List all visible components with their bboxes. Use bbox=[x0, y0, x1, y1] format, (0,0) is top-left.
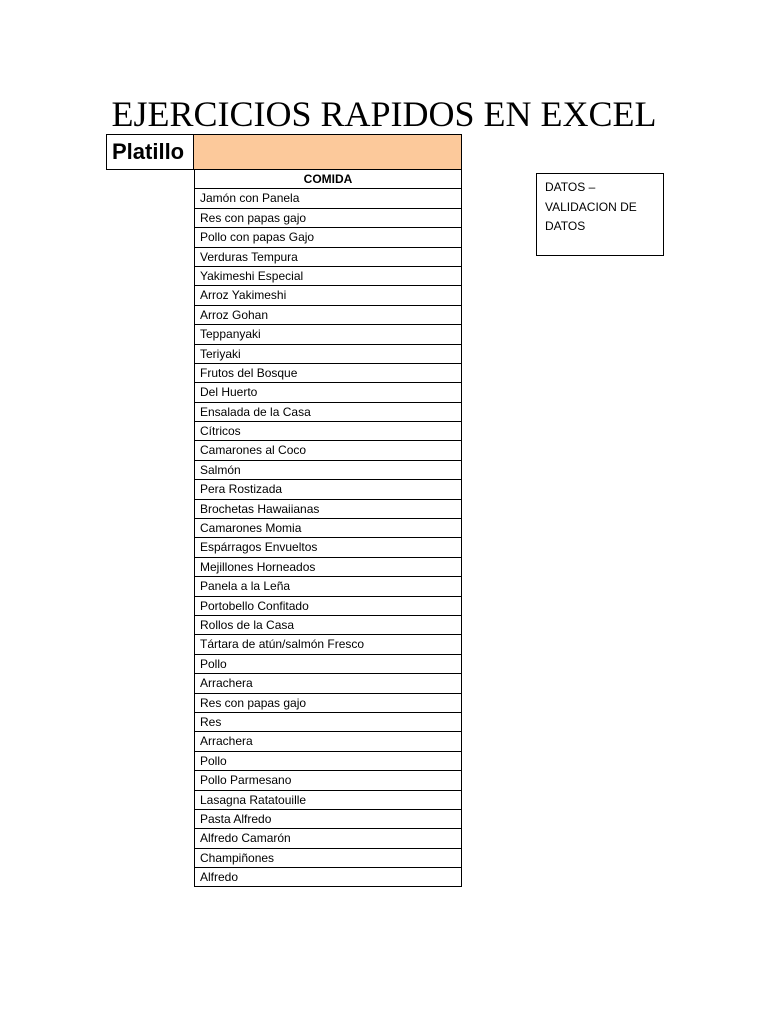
table-row[interactable]: Yakimeshi Especial bbox=[195, 267, 461, 286]
table-row[interactable]: Res con papas gajo bbox=[195, 209, 461, 228]
table-row[interactable]: Camarones Momia bbox=[195, 519, 461, 538]
table-row[interactable]: Frutos del Bosque bbox=[195, 364, 461, 383]
table-row[interactable]: Res con papas gajo bbox=[195, 694, 461, 713]
table-row[interactable]: Del Huerto bbox=[195, 383, 461, 402]
table-row[interactable]: Alfredo Camarón bbox=[195, 829, 461, 848]
table-row[interactable]: Alfredo bbox=[195, 868, 461, 887]
page-title: EJERCICIOS RAPIDOS EN EXCEL bbox=[111, 94, 657, 134]
table-row[interactable]: Pollo con papas Gajo bbox=[195, 228, 461, 247]
table-row[interactable]: Mejillones Horneados bbox=[195, 558, 461, 577]
table-row[interactable]: Pollo Parmesano bbox=[195, 771, 461, 790]
table-row[interactable]: Pasta Alfredo bbox=[195, 810, 461, 829]
table-row[interactable]: Pollo bbox=[195, 752, 461, 771]
datos-validacion-note bbox=[536, 173, 664, 256]
table-row[interactable]: Teppanyaki bbox=[195, 325, 461, 344]
table-row[interactable]: Portobello Confitado bbox=[195, 597, 461, 616]
note-line: DATOS – bbox=[545, 180, 596, 194]
table-row[interactable]: Ensalada de la Casa bbox=[195, 403, 461, 422]
table-row[interactable]: Jamón con Panela bbox=[195, 189, 461, 208]
table-row[interactable]: Teriyaki bbox=[195, 345, 461, 364]
table-row[interactable]: Pera Rostizada bbox=[195, 480, 461, 499]
table-row[interactable]: Espárragos Envueltos bbox=[195, 538, 461, 557]
table-row[interactable]: Arrachera bbox=[195, 674, 461, 693]
table-row[interactable]: Arroz Yakimeshi bbox=[195, 286, 461, 305]
table-row[interactable]: Panela a la Leña bbox=[195, 577, 461, 596]
table-row[interactable]: Camarones al Coco bbox=[195, 441, 461, 460]
table-row[interactable]: Arrachera bbox=[195, 732, 461, 751]
table-row[interactable]: Cítricos bbox=[195, 422, 461, 441]
comida-column-header: COMIDA bbox=[195, 170, 461, 189]
platillo-label: Platillo bbox=[106, 134, 194, 170]
table-row[interactable]: Rollos de la Casa bbox=[195, 616, 461, 635]
table-row[interactable]: Pollo bbox=[195, 655, 461, 674]
table-row[interactable]: Salmón bbox=[195, 461, 461, 480]
table-row[interactable]: Lasagna Ratatouille bbox=[195, 791, 461, 810]
note-line: VALIDACION DE bbox=[545, 199, 637, 214]
table-row[interactable]: Champiñones bbox=[195, 849, 461, 868]
table-row[interactable]: Verduras Tempura bbox=[195, 248, 461, 267]
note-line: DATOS bbox=[545, 219, 586, 233]
table-row[interactable]: Brochetas Hawaiianas bbox=[195, 500, 461, 519]
platillo-input-cell[interactable] bbox=[194, 134, 462, 170]
table-row[interactable]: Tártara de atún/salmón Fresco bbox=[195, 635, 461, 654]
comida-table bbox=[194, 170, 462, 887]
table-row[interactable]: Arroz Gohan bbox=[195, 306, 461, 325]
table-row[interactable]: Res bbox=[195, 713, 461, 732]
